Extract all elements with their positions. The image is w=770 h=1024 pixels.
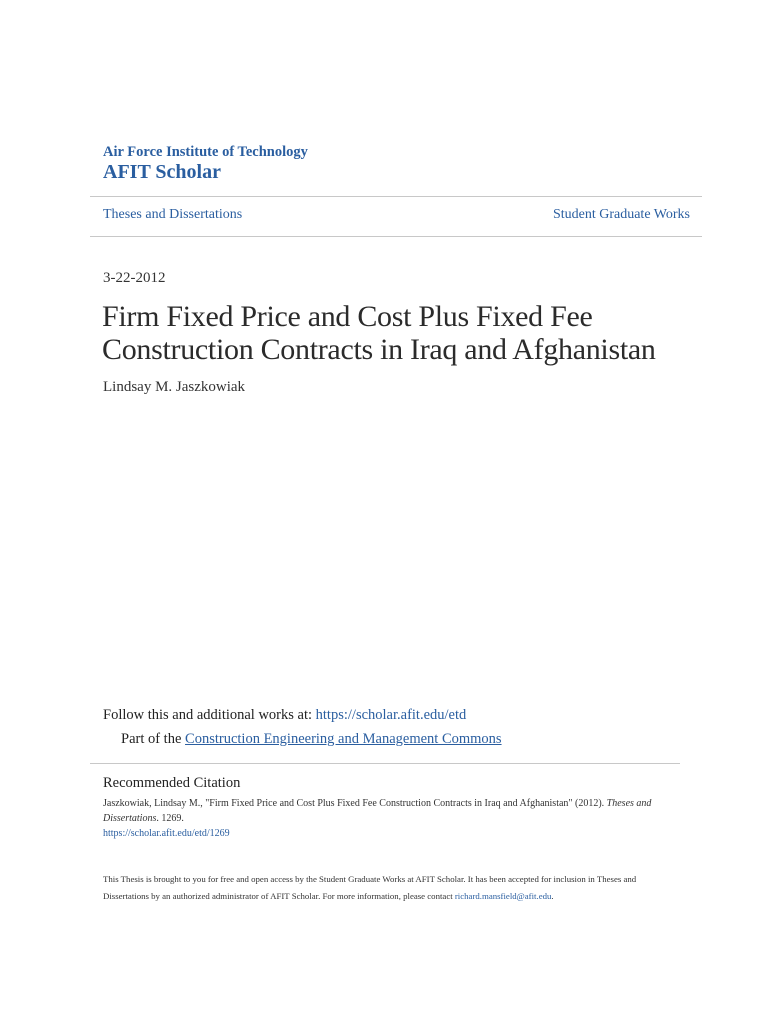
- recommended-citation-heading: Recommended Citation: [103, 775, 241, 791]
- citation-number: . 1269.: [156, 813, 184, 824]
- commons-link[interactable]: Construction Engineering and Management Commons: [185, 731, 502, 747]
- divider-top: [90, 196, 702, 197]
- citation-main: Jaszkowiak, Lindsay M., "Firm Fixed Price and Cost Plus Fixed Fee Construction Contracts in Iraq and Afghanistan" (2012).: [103, 798, 607, 809]
- divider-nav: [90, 236, 702, 237]
- citation-url-link[interactable]: https://scholar.afit.edu/etd/1269: [103, 828, 230, 839]
- author-name: Lindsay M. Jaszkowiak: [103, 379, 246, 395]
- theses-dissertations-link[interactable]: Theses and Dissertations: [103, 207, 243, 222]
- notice-text: This Thesis is brought to you for free and open access by the Student Graduate Works at AFIT Scholar. It has been accepted for inclusion in Theses and Dissertations by an authorized administrator of AFIT Scholar. For more information, please contact: [103, 874, 637, 901]
- contact-email-link[interactable]: richard.mansfield@afit.edu: [454, 891, 552, 901]
- repository-name[interactable]: AFIT Scholar: [103, 161, 221, 183]
- title-line-1: Firm Fixed Price and Cost Plus Fixed Fee: [102, 300, 593, 333]
- divider-citation: [90, 763, 680, 764]
- publication-date: 3-22-2012: [103, 270, 166, 286]
- student-graduate-works-link[interactable]: Student Graduate Works: [552, 207, 690, 222]
- follow-url-link[interactable]: https://scholar.afit.edu/etd: [315, 707, 467, 723]
- access-notice: [103, 871, 673, 905]
- follow-prefix: Follow this and additional works at:: [103, 707, 316, 723]
- citation-series: Theses and Dissertations: [103, 798, 652, 824]
- institution-name: Air Force Institute of Technology: [103, 144, 308, 160]
- part-of-line: [121, 731, 502, 748]
- citation-text: [103, 796, 663, 841]
- part-of-prefix: Part of the: [121, 731, 186, 747]
- notice-end: .: [551, 891, 554, 901]
- follow-line: [103, 707, 466, 724]
- title-line-2: Construction Contracts in Iraq and Afghanistan: [102, 333, 656, 366]
- document-title: [102, 300, 702, 366]
